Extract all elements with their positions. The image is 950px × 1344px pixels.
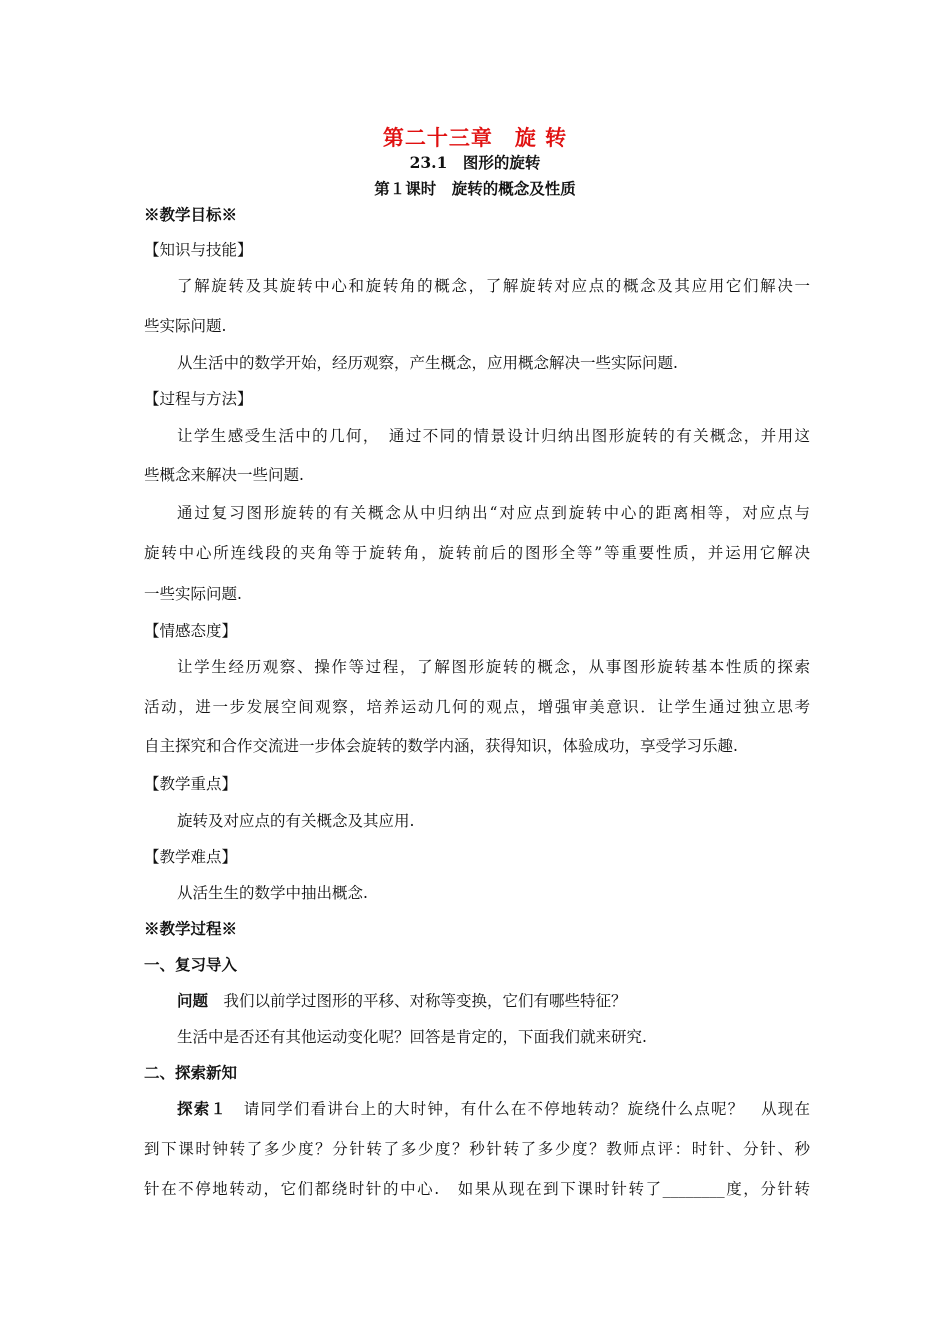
- explore-line-3: 针在不停地转动，它们都绕时针的中心. 如果从现在到下课时针转了________度，分针转: [144, 1180, 810, 1198]
- objectives-heading: ※教学目标※: [144, 205, 238, 224]
- knowledge-paragraph-2: 从生活中的数学开始，经历观察，产生概念，应用概念解决一些实际问题.: [177, 354, 678, 372]
- question-label: 问题: [177, 991, 209, 1010]
- attitude-line-2: 活动，进一步发展空间观察，培养运动几何的观点，增强审美意识．让学生通过独立思考: [144, 698, 810, 716]
- explore-line-1: [177, 1097, 810, 1119]
- difficulty-label: 【教学难点】: [144, 848, 238, 866]
- review-question: [177, 989, 810, 1011]
- knowledge-paragraph-1-line-2: 些实际问题.: [144, 317, 227, 335]
- attitude-line-3: 自主探究和合作交流进一步体会旋转的数学内涵，获得知识，体验成功，享受学习乐趣.: [144, 737, 738, 755]
- attitude-line-1: 让学生经历观察、操作等过程，了解图形旋转的概念，从事图形旋转基本性质的探索: [177, 658, 810, 676]
- process-paragraph-1-line-2: 些概念来解决一些问题.: [144, 466, 304, 484]
- chapter-title: 第二十三章 旋 转: [382, 125, 568, 150]
- key-point-text: 旋转及对应点的有关概念及其应用.: [177, 812, 415, 830]
- process-heading: ※教学过程※: [144, 919, 238, 938]
- process-paragraph-2-line-1: 通过复习图形旋转的有关概念从中归纳出“对应点到旋转中心的距离相等，对应点与: [177, 504, 810, 522]
- explore-line-2: 到下课时钟转了多少度？分针转了多少度？秒针转了多少度？教师点评：时针、分针、秒: [144, 1140, 810, 1158]
- question-text: 我们以前学过图形的平移、对称等变换，它们有哪些特征？: [208, 992, 627, 1010]
- process-paragraph-2-line-2: 旋转中心所连线段的夹角等于旋转角，旋转前后的图形全等”等重要性质，并运用它解决: [144, 544, 810, 562]
- knowledge-paragraph-1-line-1: 了解旋转及其旋转中心和旋转角的概念，了解旋转对应点的概念及其应用它们解决一: [177, 277, 810, 295]
- review-line-2: 生活中是否还有其他运动变化呢？回答是肯定的，下面我们就来研究.: [177, 1028, 647, 1046]
- explore-heading: 二、探索新知: [144, 1063, 238, 1082]
- process-label: 【过程与方法】: [144, 390, 253, 408]
- section-title: 23.1 图形的旋转: [409, 153, 541, 172]
- process-paragraph-1-line-1: 让学生感受生活中的几何， 通过不同的情景设计归纳出图形旋转的有关概念，并用这: [177, 427, 810, 445]
- knowledge-label: 【知识与技能】: [144, 241, 253, 259]
- attitude-label: 【情感态度】: [144, 622, 238, 640]
- process-paragraph-2-line-3: 一些实际问题.: [144, 585, 242, 603]
- lesson-title: 第１课时 旋转的概念及性质: [374, 179, 576, 198]
- explore-label: 探索１: [177, 1099, 228, 1118]
- explore-line-1-text: 请同学们看讲台上的大时钟，有什么在不停地转动？旋绕什么点呢？ 从现在: [227, 1100, 810, 1118]
- review-heading: 一、复习导入: [144, 955, 238, 974]
- key-point-label: 【教学重点】: [144, 775, 238, 793]
- difficulty-text: 从活生生的数学中抽出概念.: [177, 884, 368, 902]
